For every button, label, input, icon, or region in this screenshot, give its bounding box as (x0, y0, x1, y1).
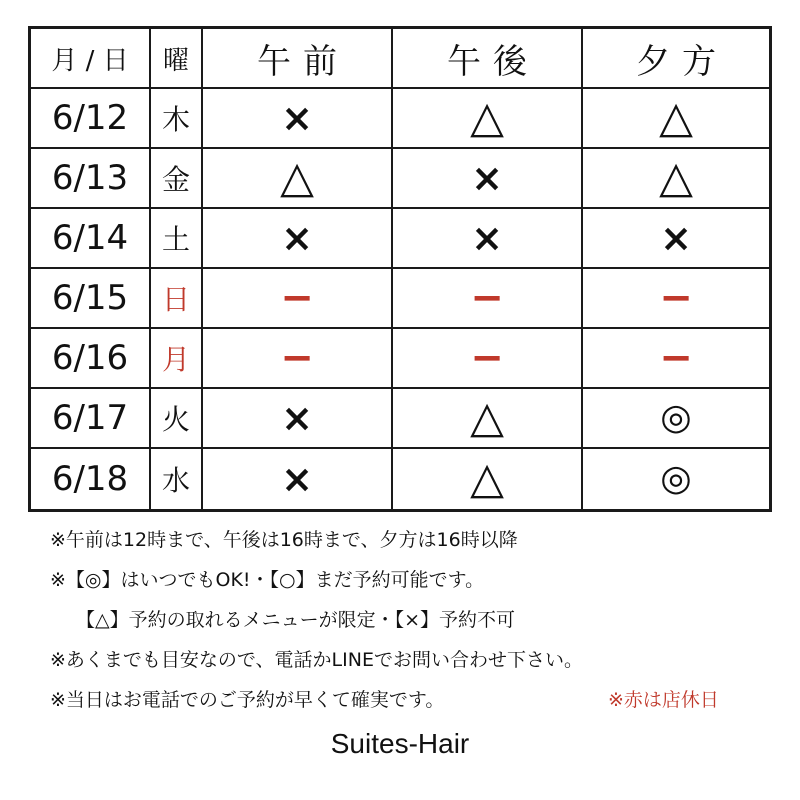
header-day: 曜 (151, 29, 203, 89)
closed-dash-icon: − (470, 275, 504, 321)
note-same-day-text: ※当日はお電話でのご予約が早くて確実です。 (50, 689, 445, 711)
note-legend-2: 【△】予約の取れるメニューが限定・【×】予約不可 (76, 609, 516, 631)
row-day: 日 (151, 269, 203, 329)
row-date: 6/18 (31, 449, 151, 509)
row-day: 月 (151, 329, 203, 389)
slot-morning (203, 149, 393, 209)
slot-morning (203, 209, 393, 269)
closed-dash-icon: − (280, 335, 314, 381)
notes (50, 520, 770, 720)
slot-evening (583, 389, 769, 449)
slot-morning (203, 329, 393, 389)
slot-evening (583, 329, 769, 389)
triangle-mark-icon: △ (470, 92, 504, 143)
slot-morning (203, 389, 393, 449)
row-date: 6/15 (31, 269, 151, 329)
cross-mark-icon: × (660, 216, 692, 260)
brand-name: Suites-Hair (330, 728, 470, 759)
cross-mark-icon: × (471, 156, 503, 200)
triangle-mark-icon: △ (280, 152, 314, 203)
header-evening: 夕方 (583, 29, 769, 89)
row-date: 6/16 (31, 329, 151, 389)
header-morning: 午前 (203, 29, 393, 89)
closed-dash-icon: − (659, 335, 693, 381)
note-same-day (50, 680, 770, 720)
slot-evening (583, 449, 769, 509)
header-afternoon: 午後 (393, 29, 583, 89)
header-date: 月 / 日 (31, 29, 151, 89)
availability-table (28, 26, 772, 512)
slot-afternoon (393, 449, 583, 509)
closed-dash-icon: − (659, 275, 693, 321)
holiday-note: ※赤は店休日 (608, 689, 719, 711)
triangle-mark-icon: △ (659, 92, 693, 143)
slot-evening (583, 89, 769, 149)
closed-dash-icon: − (470, 335, 504, 381)
row-date: 6/12 (31, 89, 151, 149)
row-date: 6/13 (31, 149, 151, 209)
slot-afternoon (393, 149, 583, 209)
slot-afternoon (393, 389, 583, 449)
row-day: 火 (151, 389, 203, 449)
slot-evening (583, 149, 769, 209)
cross-mark-icon: × (281, 396, 313, 440)
row-date: 6/17 (31, 389, 151, 449)
closed-dash-icon: − (280, 275, 314, 321)
note-hours: ※午前は12時まで、午後は16時まで、夕方は16時以降 (50, 529, 518, 551)
slot-morning (203, 269, 393, 329)
slot-morning (203, 89, 393, 149)
triangle-mark-icon: △ (659, 152, 693, 203)
slot-afternoon (393, 209, 583, 269)
row-date: 6/14 (31, 209, 151, 269)
slot-evening (583, 269, 769, 329)
row-day: 金 (151, 149, 203, 209)
triangle-mark-icon: △ (470, 453, 504, 504)
row-day: 木 (151, 89, 203, 149)
slot-evening (583, 209, 769, 269)
triangle-mark-icon: △ (470, 392, 504, 443)
cross-mark-icon: × (281, 457, 313, 501)
cross-mark-icon: × (281, 216, 313, 260)
cross-mark-icon: × (281, 96, 313, 140)
double-circle-mark-icon: ◎ (660, 458, 692, 499)
double-circle-mark-icon: ◎ (660, 397, 692, 438)
note-contact: ※あくまでも目安なので、電話かLINEでお問い合わせ下さい。 (50, 649, 583, 671)
slot-afternoon (393, 329, 583, 389)
cross-mark-icon: × (471, 216, 503, 260)
row-day: 水 (151, 449, 203, 509)
note-legend-1: ※【◎】はいつでもOK!・【○】まだ予約可能です。 (50, 569, 485, 591)
slot-morning (203, 449, 393, 509)
slot-afternoon (393, 269, 583, 329)
row-day: 土 (151, 209, 203, 269)
slot-afternoon (393, 89, 583, 149)
